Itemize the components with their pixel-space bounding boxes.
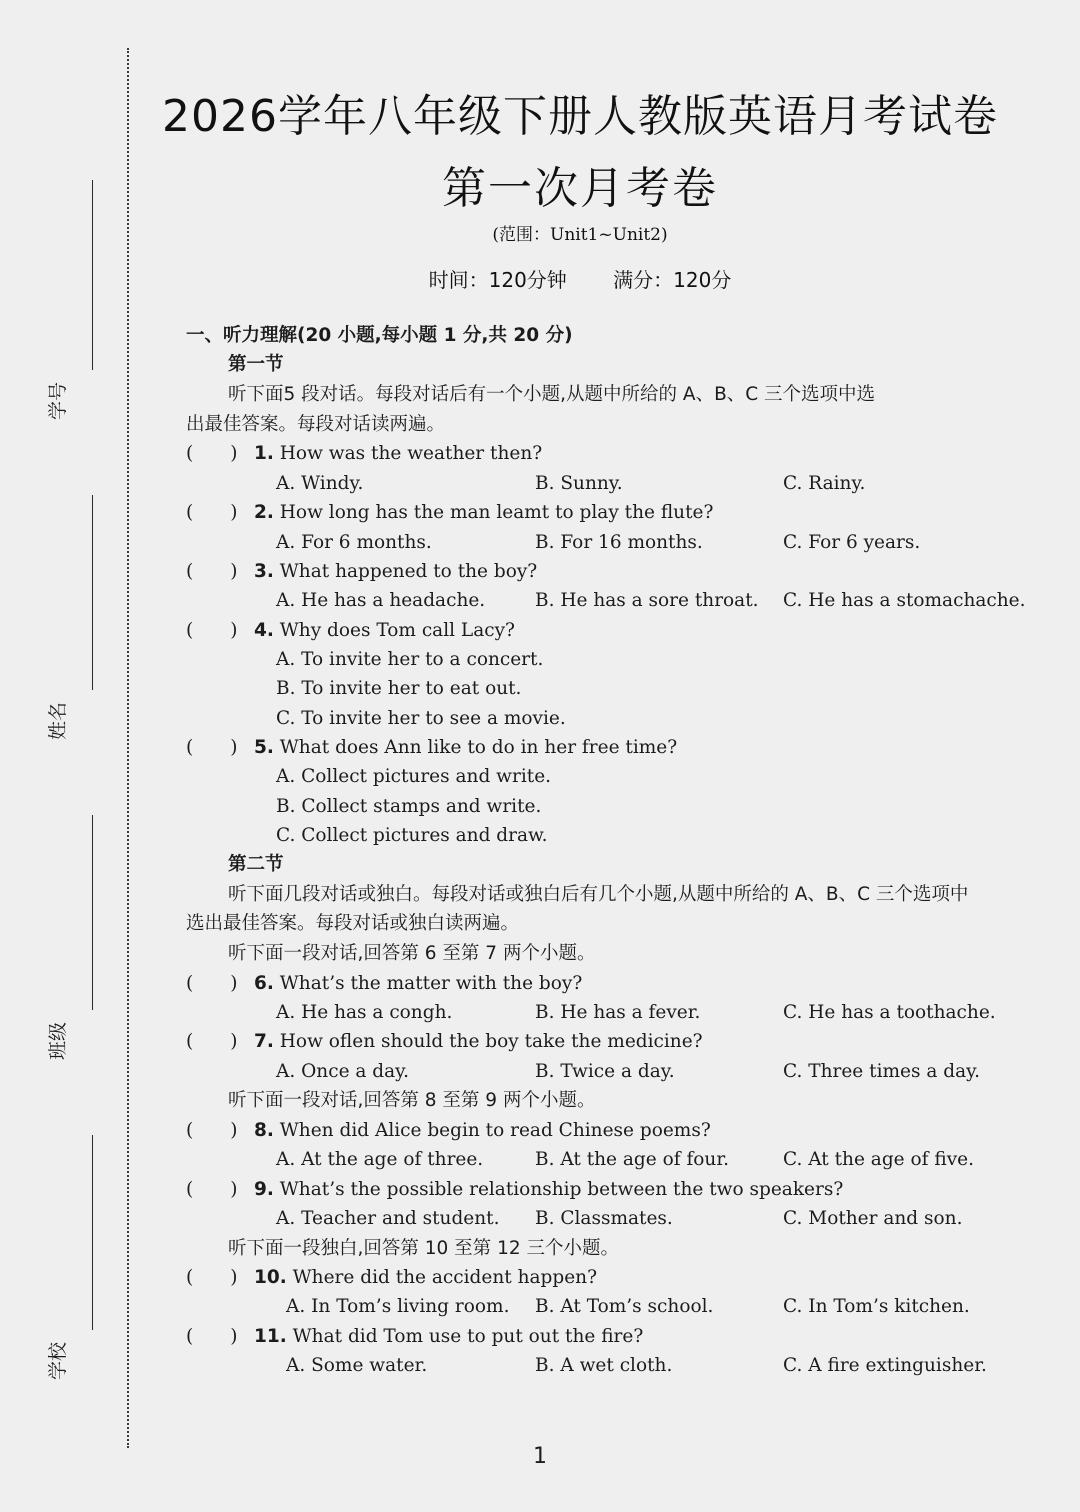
option-c: C. He has a stomachache. <box>783 590 1026 611</box>
option-c: C. In Tom’s kitchen. <box>783 1296 970 1317</box>
school-label: 学校 <box>47 1341 69 1380</box>
answer-paren[interactable]: ( ) <box>186 1267 238 1288</box>
option-a: A. Windy. <box>276 473 364 494</box>
binding-margin <box>0 0 130 1512</box>
section1-instruction-2: 出最佳答案。每段对话读两遍。 <box>186 414 446 435</box>
option-a: A. For 6 months. <box>276 532 432 553</box>
field-class <box>47 815 110 1060</box>
question-number: 10. <box>254 1267 287 1288</box>
option-a: A. To invite her to a concert. <box>276 649 544 670</box>
school-blank[interactable] <box>92 1135 93 1330</box>
exam-scope: (范围：Unit1~Unit2) <box>492 225 668 245</box>
question-text: How long has the man leamt to play the flute? <box>279 502 714 523</box>
option-b: B. For 16 months. <box>535 532 703 553</box>
group-instruction-1: 听下面一段对话,回答第 6 至第 7 两个小题。 <box>228 943 596 964</box>
option-a: A. In Tom’s living room. <box>286 1296 510 1317</box>
question-number: 8. <box>254 1120 274 1141</box>
answer-paren[interactable]: ( ) <box>186 620 238 641</box>
option-a: A. He has a congh. <box>276 1002 453 1023</box>
exam-score: 满分：120分 <box>613 268 732 292</box>
page-number: 1 <box>533 1444 547 1469</box>
option-b: B. To invite her to eat out. <box>276 678 522 699</box>
question-number: 3. <box>254 561 274 582</box>
option-b: B. Collect stamps and write. <box>276 796 542 817</box>
class-label: 班级 <box>47 1021 69 1060</box>
cut-line <box>127 48 129 1448</box>
option-c: C. For 6 years. <box>783 532 921 553</box>
option-b: B. He has a sore throat. <box>535 590 759 611</box>
answer-paren[interactable]: ( ) <box>186 1179 238 1200</box>
option-b: B. He has a fever. <box>535 1002 701 1023</box>
question-number: 2. <box>254 502 274 523</box>
question-number: 5. <box>254 737 274 758</box>
student-id-blank[interactable] <box>92 180 93 370</box>
question-text: What’s the matter with the boy? <box>279 973 583 994</box>
option-a: A. At the age of three. <box>276 1149 484 1170</box>
option-c: C. Three times a day. <box>783 1061 981 1082</box>
student-id-label: 学号 <box>47 381 69 420</box>
question-number: 11. <box>254 1326 287 1347</box>
option-b: B. Classmates. <box>535 1208 673 1229</box>
option-b: B. A wet cloth. <box>535 1355 673 1376</box>
answer-paren[interactable]: ( ) <box>186 1326 238 1347</box>
option-c: C. A fire extinguisher. <box>783 1355 987 1376</box>
option-b: B. At Tom’s school. <box>535 1296 714 1317</box>
option-c: C. Rainy. <box>783 473 866 494</box>
exam-time: 时间：120分钟 <box>428 268 567 292</box>
question-number: 4. <box>254 620 274 641</box>
group-instruction-2: 听下面一段对话,回答第 8 至第 9 两个小题。 <box>228 1090 596 1111</box>
option-b: B. Sunny. <box>535 473 623 494</box>
field-student-id <box>47 180 110 420</box>
question-text: What’s the possible relationship between the two speakers? <box>279 1179 844 1200</box>
section2-instruction-1: 听下面几段对话或独白。每段对话或独白后有几个小题,从题中所给的 A、B、C 三个选项中 <box>228 884 969 905</box>
question-number: 9. <box>254 1179 274 1200</box>
class-blank[interactable] <box>92 815 93 1010</box>
section1-heading: 第一节 <box>228 354 284 375</box>
option-a: A. Collect pictures and write. <box>276 766 552 787</box>
field-school <box>47 1135 110 1380</box>
answer-paren[interactable]: ( ) <box>186 561 238 582</box>
option-a: A. Teacher and student. <box>276 1208 500 1229</box>
answer-paren[interactable]: ( ) <box>186 973 238 994</box>
name-label: 姓名 <box>47 701 69 740</box>
section2-instruction-2: 选出最佳答案。每段对话或独白读两遍。 <box>186 913 520 934</box>
question-text: What did Tom use to put out the fire? <box>292 1326 644 1347</box>
option-a: A. Once a day. <box>276 1061 410 1082</box>
question-text: How oflen should the boy take the medicine? <box>279 1031 703 1052</box>
option-b: B. At the age of four. <box>535 1149 730 1170</box>
option-a: A. Some water. <box>286 1355 428 1376</box>
question-text: Where did the accident happen? <box>292 1267 597 1288</box>
question-number: 7. <box>254 1031 274 1052</box>
exam-title: 2026学年八年级下册人教版英语月考试卷 <box>162 91 998 142</box>
answer-paren[interactable]: ( ) <box>186 1031 238 1052</box>
question-text: Why does Tom call Lacy? <box>279 620 515 641</box>
answer-paren[interactable]: ( ) <box>186 737 238 758</box>
option-c: C. Mother and son. <box>783 1208 963 1229</box>
answer-paren[interactable]: ( ) <box>186 1120 238 1141</box>
name-blank[interactable] <box>92 495 93 690</box>
field-name <box>47 495 110 740</box>
question-number: 1. <box>254 443 274 464</box>
option-c: C. To invite her to see a movie. <box>276 708 566 729</box>
question-text: What does Ann like to do in her free time? <box>279 737 678 758</box>
option-c: C. He has a toothache. <box>783 1002 996 1023</box>
answer-paren[interactable]: ( ) <box>186 502 238 523</box>
option-c: C. Collect pictures and draw. <box>276 825 548 846</box>
option-a: A. He has a headache. <box>276 590 486 611</box>
section2-heading: 第二节 <box>228 854 284 875</box>
option-b: B. Twice a day. <box>535 1061 675 1082</box>
part1-heading: 一、听力理解(20 小题,每小题 1 分,共 20 分) <box>186 325 573 346</box>
exam-subtitle: 第一次月考卷 <box>442 163 718 214</box>
question-text: What happened to the boy? <box>279 561 538 582</box>
answer-paren[interactable]: ( ) <box>186 443 238 464</box>
exam-info <box>150 264 1010 293</box>
question-number: 6. <box>254 973 274 994</box>
option-c: C. At the age of five. <box>783 1149 974 1170</box>
question-text: How was the weather then? <box>279 443 543 464</box>
question-text: When did Alice begin to read Chinese poems? <box>279 1120 711 1141</box>
group-instruction-3: 听下面一段独白,回答第 10 至第 12 三个小题。 <box>228 1238 619 1259</box>
section1-instruction-1: 听下面5 段对话。每段对话后有一个小题,从题中所给的 A、B、C 三个选项中选 <box>228 384 876 405</box>
